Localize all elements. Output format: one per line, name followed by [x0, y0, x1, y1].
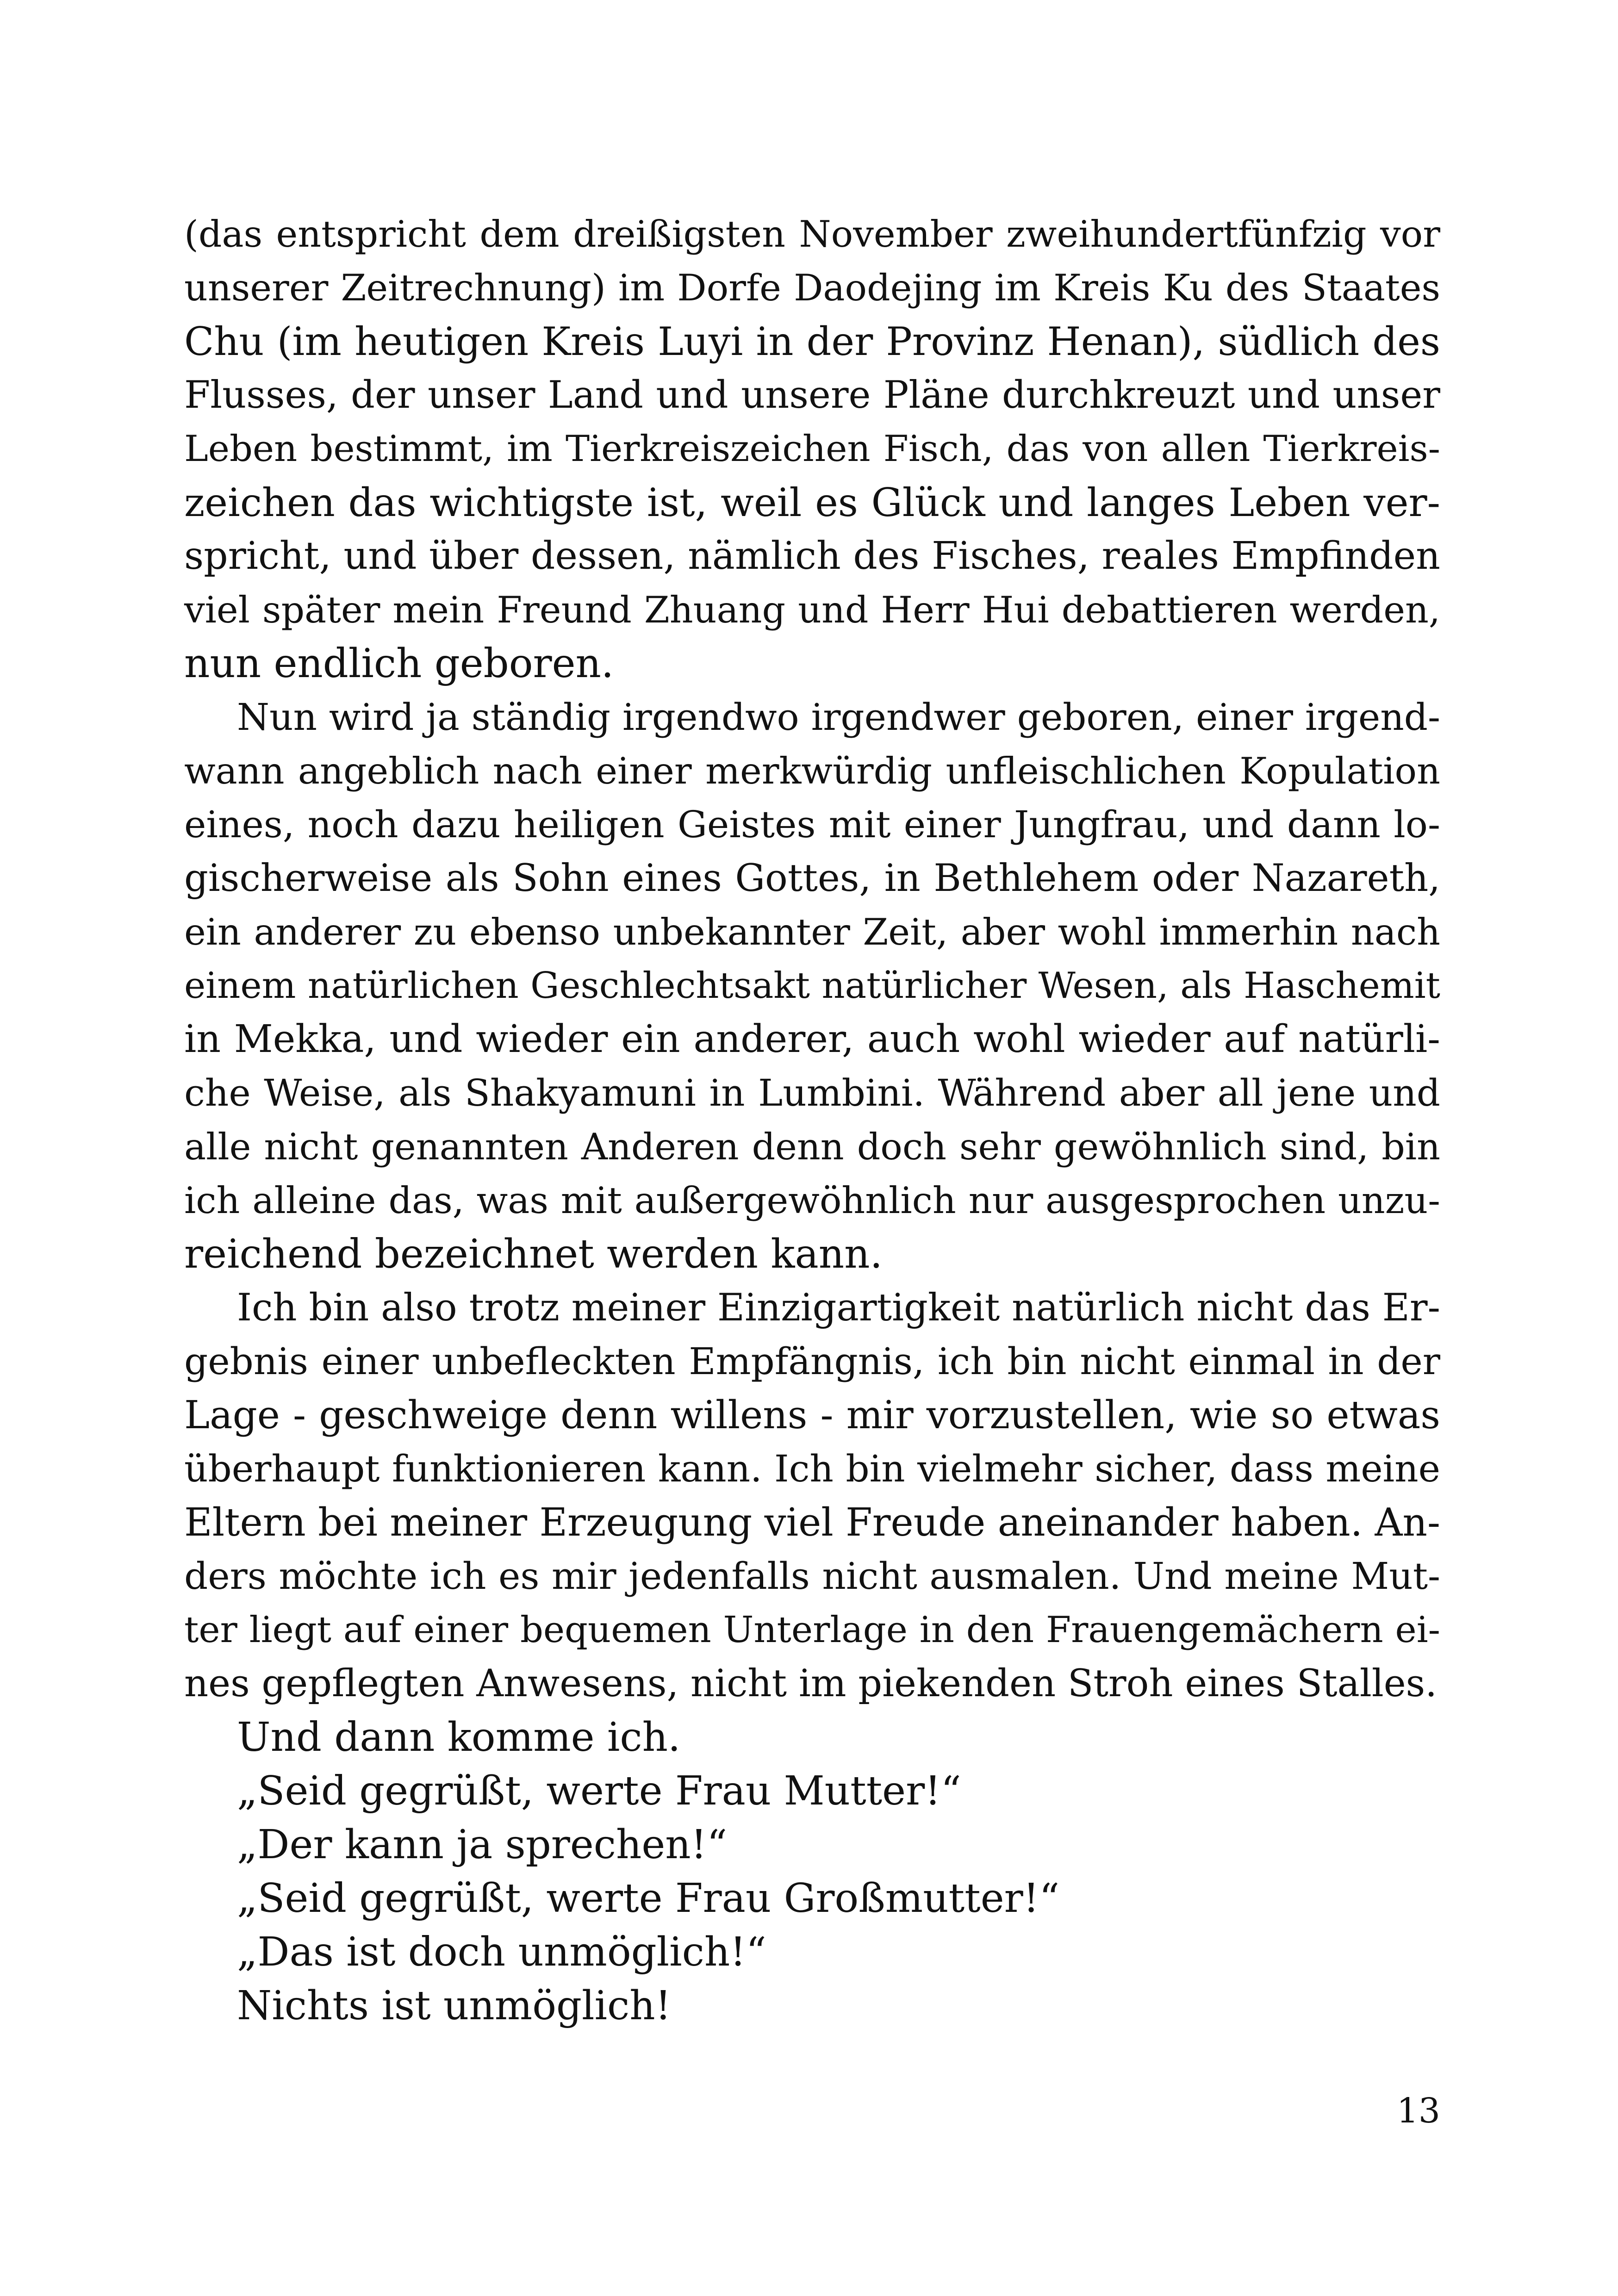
text-line: Ich bin also trotz meiner Einzigartigkeit natürlich nicht das Er- [237, 1286, 1440, 1330]
text-line: nun endlich geboren. [184, 641, 614, 687]
text-line: Eltern bei meiner Erzeugung viel Freude aneinander haben. An- [184, 1500, 1440, 1545]
text-line: ich alleine das, was mit außergewöhnlich nur ausgesprochen unzu- [184, 1179, 1440, 1222]
text-line: „Der kann ja sprechen!“ [237, 1822, 728, 1868]
text-line: Leben bestimmt, im Tierkreiszeichen Fisch, das von allen Tierkreis- [184, 428, 1440, 470]
text-line: „Seid gegrüßt, werte Frau Mutter!“ [237, 1768, 961, 1814]
text-line: ders möchte ich es mir jedenfalls nicht ausmalen. Und meine Mut- [184, 1555, 1440, 1598]
text-line: „Das ist doch unmöglich!“ [237, 1929, 766, 1975]
text-line: unserer Zeitrechnung) im Dorfe Daodejing im Kreis Ku des Staates [184, 267, 1440, 309]
text-line: reichend bezeichnet werden kann. [184, 1231, 883, 1277]
text-line: wann angeblich nach einer merkwürdig unfleischlichen Kopulation [184, 750, 1440, 792]
text-line: ter liegt auf einer bequemen Unterlage in den Frauengemächern ei- [184, 1609, 1440, 1651]
text-line: Nichts ist unmöglich! [237, 1983, 672, 2029]
text-line: „Seid gegrüßt, werte Frau Großmutter!“ [237, 1875, 1060, 1922]
text-line: überhaupt funktionieren kann. Ich bin vielmehr sicher, dass meine [184, 1447, 1440, 1490]
text-line: che Weise, als Shakyamuni in Lumbini. Während aber all jene und [184, 1071, 1440, 1114]
text-line: spricht, und über dessen, nämlich des Fisches, reales Empfinden [184, 534, 1440, 578]
body-text [184, 207, 1440, 2033]
text-line: zeichen das wichtigste ist, weil es Glück und langes Leben ver- [184, 480, 1440, 525]
text-line: einem natürlichen Geschlechtsakt natürlicher Wesen, als Haschemit [184, 965, 1440, 1007]
text-line: Chu (im heutigen Kreis Luyi in der Provinz Henan), südlich des [184, 319, 1440, 364]
text-line: Nun wird ja ständig irgendwo irgendwer geboren, einer irgend- [237, 696, 1440, 739]
text-line: Flusses, der unser Land und unsere Pläne durchkreuzt und unser [184, 373, 1440, 417]
text-line: viel später mein Freund Zhuang und Herr Hui debattieren werden, [184, 589, 1440, 631]
text-line: gebnis einer unbefleckten Empfängnis, ich bin nicht einmal in der [184, 1340, 1440, 1383]
text-line: eines, noch dazu heiligen Geistes mit einer Jungfrau, und dann lo- [184, 803, 1440, 846]
text-line: (das entspricht dem dreißigsten November zweihundertfünfzig vor [184, 213, 1440, 255]
text-line: alle nicht genannten Anderen denn doch sehr gewöhnlich sind, bin [184, 1126, 1440, 1168]
text-line: Lage - geschweige denn willens - mir vorzustellen, wie so etwas [184, 1393, 1440, 1437]
text-line: ein anderer zu ebenso unbekannter Zeit, aber wohl immerhin nach [184, 911, 1440, 953]
text-line: in Mekka, und wieder ein anderer, auch wohl wieder auf natürli- [184, 1017, 1440, 1061]
text-line: nes gepflegten Anwesens, nicht im piekenden Stroh eines Stalles. [184, 1662, 1437, 1705]
text-line: gischerweise als Sohn eines Gottes, in Bethlehem oder Nazareth, [184, 857, 1440, 900]
text-line: Und dann komme ich. [237, 1714, 681, 1761]
page-number: 13 [1396, 2091, 1440, 2131]
